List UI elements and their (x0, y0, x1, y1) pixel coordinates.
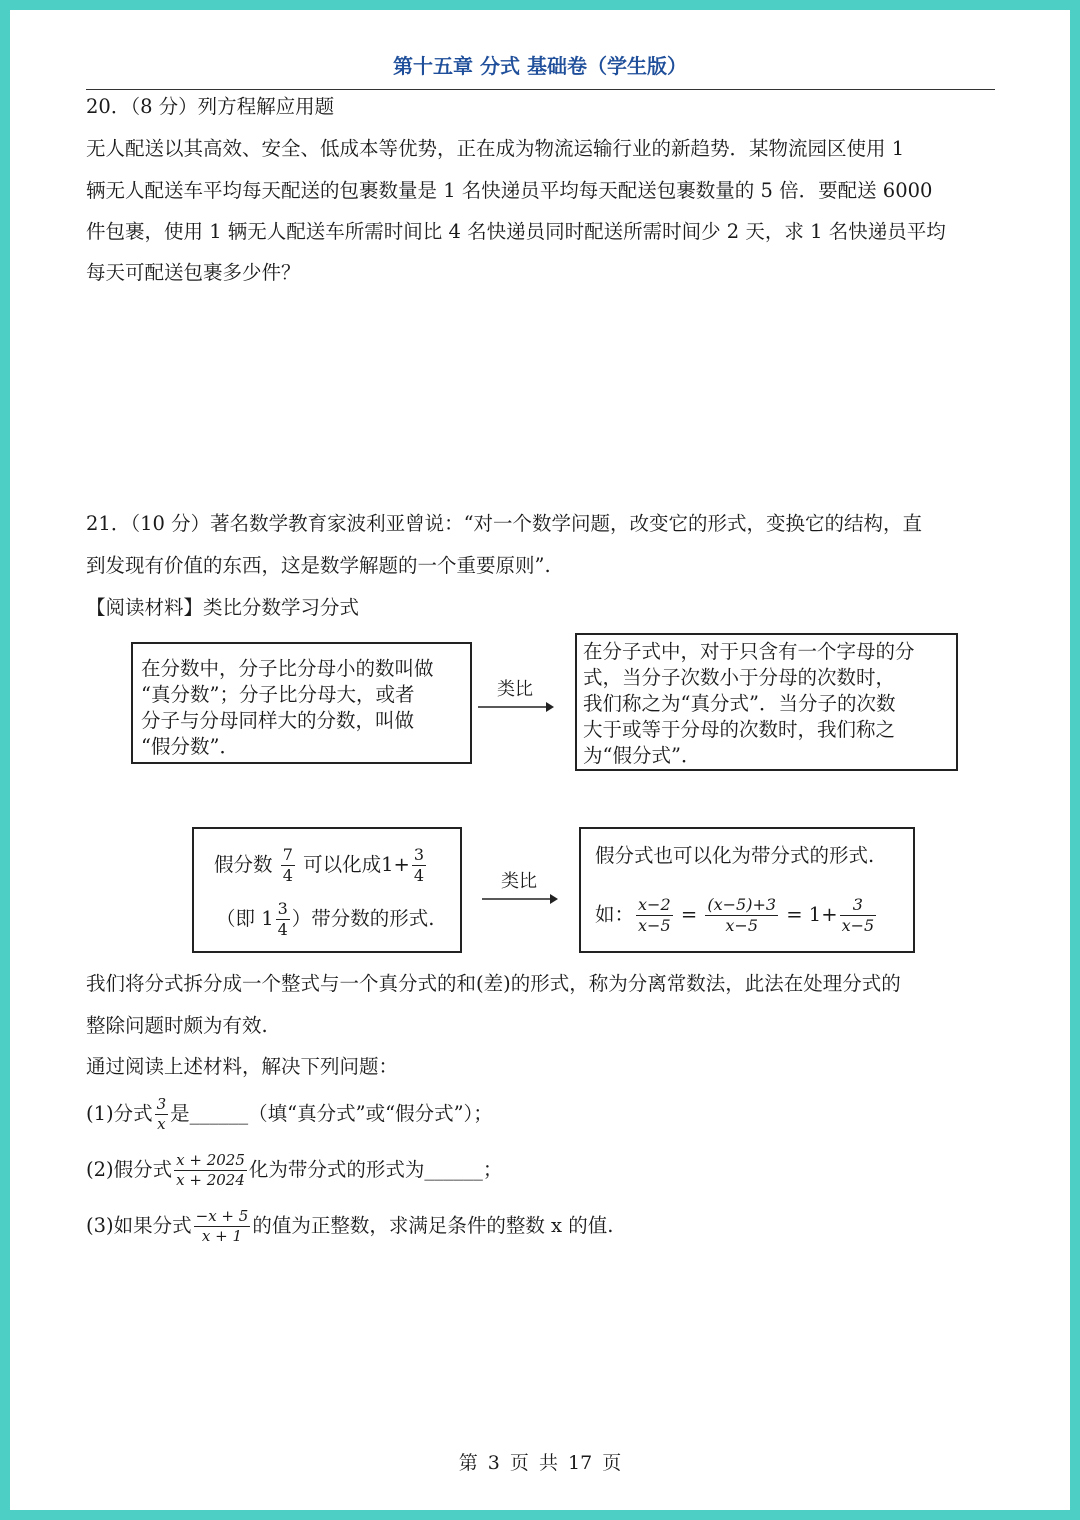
subquestion-3-suffix: 的值为正整数，求满足条件的整数 x 的值. (252, 1214, 614, 1237)
q20-line-4: 每天可配送包裹多少件？ (86, 261, 301, 284)
subquestion-1-suffix: 是______（填“真分式”或“假分式”）； (170, 1102, 493, 1125)
q20-line-1: 无人配送以其高效、安全、低成本等优势，正在成为物流运输行业的新趋势．某物流园区使用 1 (86, 137, 905, 160)
box-fraction-definition (131, 642, 472, 764)
box4-equals-one-plus: = 1+ (786, 903, 838, 926)
reading-material-title: 【阅读材料】类比分数学习分式 (86, 596, 360, 619)
right-arrow-icon (480, 892, 558, 906)
fraction-x-2-over-x-5: $\frac{x-2}{x-5}$ (638, 895, 671, 935)
box-improper-expression-example (579, 827, 915, 953)
right-arrow-icon (476, 700, 554, 714)
fraction-x2025-over-x2024: $\frac{x + 2025}{x + 2024}$ (176, 1151, 245, 1189)
box2-line-4: 大于或等于分母的次数时，我们称之 (583, 718, 896, 741)
fraction-mixed-3-4: $\frac{3}{4}$ (277, 899, 288, 939)
box2-line-5: 为“假分式”． (583, 744, 701, 767)
box-improper-fraction-example (192, 827, 462, 953)
page-number: 第 3 页 共 17 页 (458, 1452, 622, 1474)
separation-method-line-2: 整除问题时颇为有效. (86, 1014, 268, 1037)
q20-line-3: 件包裹，使用 1 辆无人配送车所需时间比 4 名快递员同时配送所需时间少 2 天，求 1 名快递员平均 (86, 220, 946, 243)
analogy-label-1: 类比 (497, 679, 533, 700)
box3-prefix: 假分数 (214, 853, 273, 876)
box3-line-1 (214, 847, 428, 884)
analogy-arrow-2 (480, 872, 558, 906)
box3-line2-prefix: （即 1 (216, 907, 274, 930)
fraction-7-4: $\frac{7}{4}$ (282, 845, 293, 885)
subquestion-2 (86, 1150, 502, 1190)
box2-line-2: 式，当分子次数小于分母的次数时， (583, 666, 896, 689)
task-intro: 通过阅读上述材料，解决下列问题： (86, 1055, 399, 1078)
box4-example-prefix: 如： (595, 903, 635, 926)
analogy-arrow-1 (476, 680, 554, 714)
box4-line-2 (595, 897, 878, 934)
subquestion-1 (86, 1094, 493, 1134)
box3-line-2 (216, 901, 435, 938)
box1-line-1: 在分数中，分子比分母小的数叫做 (141, 657, 434, 680)
box3-mid: 可以化成1+ (303, 853, 410, 876)
box2-line-3: 我们称之为“真分式”．当分子的次数 (583, 692, 896, 715)
fraction-split-numerator: $\frac{(x-5)+3}{x-5}$ (707, 895, 777, 935)
analogy-label-2: 类比 (501, 871, 537, 892)
box4-equals: = (680, 903, 698, 926)
subquestion-2-suffix: 化为带分式的形式为______； (248, 1158, 503, 1181)
fraction-3-over-x-5: $\frac{3}{x-5}$ (841, 895, 875, 935)
box1-line-3: 分子与分母同样大的分数，叫做 (141, 709, 415, 732)
subquestion-3-prefix: (3)如果分式 (86, 1214, 192, 1237)
box3-line2-suffix: ）带分数的形式. (291, 907, 435, 930)
subquestion-1-prefix: (1)分式 (86, 1102, 153, 1125)
q20-line-2: 辆无人配送车平均每天配送的包裹数量是 1 名快递员平均每天配送包裹数量的 5 倍．要配送 6000 (86, 179, 933, 202)
subquestion-3 (86, 1206, 613, 1246)
page (10, 10, 1070, 1510)
page-header-title: 第十五章 分式 基础卷（学生版） (393, 54, 687, 78)
box2-line-1: 在分子式中，对于只含有一个字母的分 (583, 640, 915, 663)
q20-title: 20．（8 分）列方程解应用题 (86, 95, 335, 118)
box4-line-1: 假分式也可以化为带分式的形式. (595, 844, 875, 867)
header-divider (86, 89, 995, 90)
fraction-negx5-over-x1: $\frac{-x + 5}{x + 1}$ (195, 1207, 249, 1245)
box1-line-4: “假分数”． (141, 735, 239, 758)
fraction-3-over-x: $\frac{3}{x}$ (156, 1095, 167, 1133)
box-fractional-expression-definition (575, 633, 958, 771)
q21-intro-line-1: 21．（10 分）著名数学教育家波利亚曾说：“对一个数学问题，改变它的形式，变换它的结构，直 (86, 512, 923, 535)
q21-intro-line-2: 到发现有价值的东西，这是数学解题的一个重要原则”. (86, 554, 551, 577)
fraction-3-4: $\frac{3}{4}$ (413, 845, 425, 885)
box1-line-2: “真分数”；分子比分母大，或者 (141, 683, 415, 706)
separation-method-line-1: 我们将分式拆分成一个整式与一个真分式的和(差)的形式，称为分离常数法，此法在处理分式的 (86, 972, 901, 995)
subquestion-2-prefix: (2)假分式 (86, 1158, 173, 1181)
